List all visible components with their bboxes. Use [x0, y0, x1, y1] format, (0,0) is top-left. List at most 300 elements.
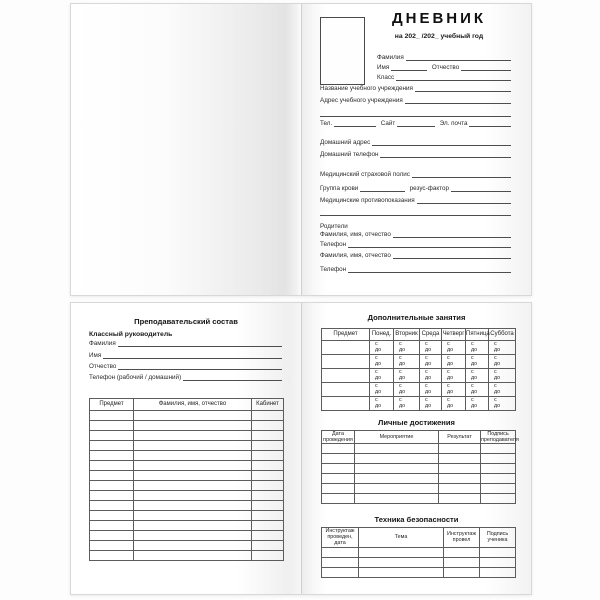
safety-title: Техника безопасности: [374, 515, 459, 524]
empty-cell: [481, 474, 516, 484]
field-label: Домашний адрес: [320, 138, 371, 146]
time-cell: [420, 382, 442, 396]
empty-cell: [439, 474, 481, 484]
empty-cell: [480, 557, 516, 567]
empty-cell: [355, 464, 439, 474]
empty-cell: [322, 464, 355, 474]
empty-cell: [134, 541, 252, 551]
empty-cell: [252, 481, 284, 491]
to-label: до: [375, 361, 382, 368]
empty-cell: [322, 444, 355, 454]
table-row: [322, 557, 516, 567]
from-label: с: [494, 368, 497, 375]
table-row: [322, 396, 516, 410]
to-label: до: [425, 375, 432, 382]
blank-line: [469, 126, 511, 127]
to-label: до: [425, 403, 432, 410]
field-label: Фамилия, имя, отчество: [320, 230, 391, 238]
diary-spread-bottom: [70, 302, 532, 595]
from-label: с: [447, 368, 450, 375]
column-header-saturday: Суббота: [489, 329, 516, 341]
column-header-event: Мероприятие: [355, 431, 439, 444]
empty-cell: [322, 547, 359, 557]
table-header-row: [322, 431, 516, 444]
table-row: [322, 494, 516, 504]
field-parent2-phone: [320, 263, 511, 273]
blank-line: [397, 126, 434, 127]
empty-cell: [134, 531, 252, 541]
from-label: с: [471, 382, 474, 389]
empty-cell: [355, 454, 439, 464]
table-row: [322, 354, 516, 368]
from-label: с: [447, 341, 450, 347]
empty-cell: [134, 431, 252, 441]
empty-cell: [481, 454, 516, 464]
column-header-tuesday: Вторник: [394, 329, 420, 341]
field-label: Адрес учебного учреждения: [320, 96, 403, 104]
empty-cell: [252, 451, 284, 461]
empty-cell: [252, 511, 284, 521]
table-row: [90, 541, 284, 551]
from-label: с: [494, 382, 497, 389]
empty-cell: [252, 431, 284, 441]
column-header-room: Кабинет: [252, 399, 284, 411]
empty-cell: [322, 474, 355, 484]
time-cell: [370, 396, 394, 410]
from-label: с: [494, 341, 497, 347]
empty-cell: [359, 557, 444, 567]
column-header-result: Результат: [439, 431, 481, 444]
empty-cell: [322, 567, 359, 577]
table-row: [322, 444, 516, 454]
table-row: [322, 368, 516, 382]
to-label: до: [447, 347, 454, 354]
field-label: Фамилия: [377, 53, 404, 61]
time-cell: [420, 396, 442, 410]
time-cell: [442, 354, 466, 368]
table-header-row: [322, 528, 516, 548]
to-label: до: [447, 389, 454, 396]
field-insurance: [320, 168, 511, 178]
empty-cell: [90, 501, 134, 511]
table-header-row: [322, 329, 516, 341]
empty-cell: [439, 454, 481, 464]
empty-cell: [134, 501, 252, 511]
field-parent1-phone: [320, 238, 511, 248]
time-cell: [394, 396, 420, 410]
blank-line: [118, 369, 282, 370]
table-row: [90, 461, 284, 471]
empty-cell: [322, 354, 370, 368]
from-label: с: [375, 396, 378, 403]
empty-cell: [481, 444, 516, 454]
to-label: до: [425, 347, 432, 354]
blank-line: [412, 177, 511, 178]
to-label: до: [494, 389, 501, 396]
empty-cell: [439, 444, 481, 454]
time-cell: [394, 382, 420, 396]
blank-line: [334, 126, 376, 127]
field-label: Имя: [89, 351, 102, 359]
to-label: до: [399, 389, 406, 396]
from-label: с: [375, 368, 378, 375]
time-cell: [466, 368, 489, 382]
field-label: резус-фактор: [409, 184, 450, 192]
diary-subtitle: на 202_ /202_ учебный год: [394, 33, 484, 40]
table-row: [90, 521, 284, 531]
empty-cell: [252, 531, 284, 541]
field-label: Отчество: [89, 362, 117, 370]
empty-cell: [90, 421, 134, 431]
teachers-page-title: Преподавательский состав: [134, 317, 238, 326]
empty-cell: [444, 557, 480, 567]
empty-cell: [90, 411, 134, 421]
empty-cell: [134, 491, 252, 501]
field-contraindications: [320, 194, 511, 204]
table-row: [90, 451, 284, 461]
to-label: до: [494, 375, 501, 382]
to-label: до: [494, 347, 501, 354]
from-label: с: [399, 354, 402, 361]
blank-line: [348, 247, 511, 248]
diary-title: ДНЕВНИК: [391, 10, 487, 27]
to-label: до: [471, 347, 478, 354]
to-label: до: [399, 361, 406, 368]
from-label: с: [447, 354, 450, 361]
teachers-page: [71, 303, 301, 594]
time-cell: [420, 368, 442, 382]
table-row: [90, 421, 284, 431]
empty-cell: [322, 484, 355, 494]
time-cell: [442, 368, 466, 382]
empty-cell: [252, 421, 284, 431]
table-row: [90, 471, 284, 481]
field-label: Отчество: [431, 63, 460, 71]
from-label: с: [471, 354, 474, 361]
table-row: [90, 531, 284, 541]
field-label: Телефон: [320, 240, 347, 248]
empty-cell: [252, 461, 284, 471]
column-header-date: Дата проведения: [323, 431, 353, 444]
from-label: с: [399, 396, 402, 403]
from-label: с: [425, 354, 428, 361]
table-row: [90, 431, 284, 441]
empty-cell: [134, 451, 252, 461]
field-label: Класс: [377, 73, 395, 81]
from-label: с: [425, 382, 428, 389]
empty-cell: [481, 464, 516, 474]
table-row: [322, 547, 516, 557]
table-row: [90, 511, 284, 521]
empty-cell: [355, 484, 439, 494]
from-label: с: [494, 354, 497, 361]
field-parent2-fio: [320, 249, 511, 259]
field-label: Медицинские противопоказания: [320, 196, 415, 204]
time-cell: [420, 341, 442, 355]
column-header-topic: Тема: [359, 528, 444, 548]
time-cell: [489, 368, 516, 382]
to-label: до: [471, 361, 478, 368]
empty-cell: [134, 421, 252, 431]
column-header-briefing-by: Инструктаж провел: [444, 528, 480, 548]
empty-cell: [134, 461, 252, 471]
from-label: с: [399, 341, 402, 347]
time-cell: [442, 382, 466, 396]
from-label: с: [447, 382, 450, 389]
time-cell: [394, 354, 420, 368]
empty-cell: [355, 474, 439, 484]
to-label: до: [447, 403, 454, 410]
from-label: с: [425, 368, 428, 375]
from-label: с: [425, 396, 428, 403]
activities-page: [301, 303, 531, 594]
field-school-name: [320, 82, 511, 92]
table-row: [90, 441, 284, 451]
column-header-wednesday: Среда: [420, 329, 442, 341]
from-label: с: [447, 396, 450, 403]
blank-line: [348, 272, 511, 273]
extra-classes-table: [321, 328, 516, 411]
safety-table: [321, 527, 516, 578]
from-label: с: [399, 382, 402, 389]
empty-cell: [444, 547, 480, 557]
empty-cell: [355, 444, 439, 454]
blank-line: [417, 203, 511, 204]
column-header-friday: Пятница: [466, 329, 489, 341]
empty-cell: [90, 431, 134, 441]
field-label: Сайт: [380, 119, 396, 127]
blank-line: [380, 157, 511, 158]
from-label: с: [471, 368, 474, 375]
field-teacher-name: [89, 349, 282, 359]
field-label: Телефон (рабочий / домашний): [89, 373, 182, 381]
table-row: [322, 454, 516, 464]
time-cell: [466, 354, 489, 368]
field-label: Название учебного учреждения: [320, 84, 413, 92]
column-header-thursday: Четверг: [442, 329, 466, 341]
empty-cell: [90, 491, 134, 501]
empty-cell: [90, 511, 134, 521]
blank-line: [372, 145, 511, 146]
to-label: до: [399, 403, 406, 410]
from-label: с: [471, 341, 474, 347]
column-header-monday: Понед.: [370, 329, 394, 341]
blank-line: [393, 258, 511, 259]
time-cell: [489, 396, 516, 410]
empty-cell: [359, 547, 444, 557]
extra-classes-title: Дополнительные занятия: [367, 313, 466, 322]
time-cell: [370, 368, 394, 382]
empty-cell: [439, 484, 481, 494]
table-row: [90, 411, 284, 421]
empty-cell: [252, 471, 284, 481]
time-cell: [466, 396, 489, 410]
column-header-subject: Предмет: [90, 399, 134, 411]
from-label: с: [375, 354, 378, 361]
blank-line: [183, 380, 282, 381]
empty-cell: [322, 557, 359, 567]
diary-spread-top: [70, 3, 532, 296]
time-cell: [489, 341, 516, 355]
empty-cell: [90, 461, 134, 471]
empty-cell: [134, 411, 252, 421]
empty-cell: [252, 521, 284, 531]
to-label: до: [447, 361, 454, 368]
empty-cell: [252, 541, 284, 551]
time-cell: [420, 354, 442, 368]
empty-cell: [322, 368, 370, 382]
field-school-address: [320, 94, 511, 104]
table-row: [322, 567, 516, 577]
blank-line: [405, 103, 511, 104]
to-label: до: [375, 389, 382, 396]
table-row: [322, 464, 516, 474]
photo-placeholder-box: [320, 17, 365, 85]
field-home-address: [320, 136, 511, 146]
field-label: Домашний телефон: [320, 150, 379, 158]
empty-cell: [90, 451, 134, 461]
field-contraindications-line2: [320, 206, 511, 216]
from-label: с: [399, 368, 402, 375]
empty-cell: [134, 441, 252, 451]
blank-line: [415, 91, 511, 92]
field-label: Фамилия: [89, 339, 116, 347]
to-label: до: [399, 375, 406, 382]
table-row: [90, 501, 284, 511]
field-teacher-patronymic: [89, 360, 282, 370]
blank-left-page: [71, 4, 301, 295]
to-label: до: [375, 403, 382, 410]
table-row: [90, 491, 284, 501]
field-label: Телефон: [320, 265, 347, 273]
table-row: [90, 551, 284, 561]
to-label: до: [425, 361, 432, 368]
from-label: с: [494, 396, 497, 403]
cover-info-page: [301, 4, 531, 295]
from-label: с: [425, 341, 428, 347]
blank-line: [396, 80, 511, 81]
field-label: Группа крови: [320, 184, 359, 192]
field-label: Имя: [377, 63, 390, 71]
from-label: с: [471, 396, 474, 403]
teachers-table: [89, 398, 284, 561]
empty-cell: [252, 441, 284, 451]
column-header-subject: Предмет: [322, 329, 370, 341]
field-class: [377, 71, 511, 81]
to-label: до: [471, 389, 478, 396]
achievements-table: [321, 430, 519, 504]
empty-cell: [322, 341, 370, 355]
empty-cell: [322, 382, 370, 396]
time-cell: [370, 382, 394, 396]
empty-cell: [134, 511, 252, 521]
empty-cell: [134, 471, 252, 481]
empty-cell: [444, 567, 480, 577]
empty-cell: [481, 484, 516, 494]
time-cell: [442, 341, 466, 355]
field-label: Медицинский страховой полис: [320, 170, 410, 178]
to-label: до: [494, 361, 501, 368]
to-label: до: [399, 347, 406, 354]
blank-line: [360, 191, 404, 192]
empty-cell: [90, 551, 134, 561]
column-header-briefing-date: Инструктаж проведен, дата: [322, 528, 359, 548]
blank-line: [320, 215, 511, 216]
time-cell: [442, 396, 466, 410]
time-cell: [466, 341, 489, 355]
empty-cell: [439, 464, 481, 474]
field-surname: [377, 51, 511, 61]
empty-cell: [252, 501, 284, 511]
to-label: до: [447, 375, 454, 382]
blank-line: [451, 191, 511, 192]
to-label: до: [494, 403, 501, 410]
field-label: Фамилия, имя, отчество: [320, 251, 391, 259]
empty-cell: [359, 567, 444, 577]
empty-cell: [480, 547, 516, 557]
empty-cell: [90, 541, 134, 551]
blank-line: [118, 346, 282, 347]
achievements-title: Личные достижения: [378, 418, 455, 427]
empty-cell: [480, 567, 516, 577]
table-row: [322, 382, 516, 396]
time-cell: [466, 382, 489, 396]
parents-heading: Родители: [320, 223, 348, 230]
empty-cell: [90, 481, 134, 491]
empty-cell: [355, 494, 439, 504]
table-header-row: [90, 399, 284, 411]
empty-cell: [322, 454, 355, 464]
table-row: [322, 484, 516, 494]
empty-cell: [439, 494, 481, 504]
time-cell: [394, 368, 420, 382]
blank-line: [103, 358, 282, 359]
empty-cell: [322, 494, 355, 504]
empty-cell: [252, 491, 284, 501]
time-cell: [394, 341, 420, 355]
field-label: Тел.: [320, 119, 333, 127]
field-name-patronymic: [377, 61, 511, 71]
empty-cell: [481, 494, 516, 504]
class-teacher-heading: Классный руководитель: [89, 331, 173, 338]
empty-cell: [134, 521, 252, 531]
field-blood-group-rh: [320, 182, 511, 192]
field-parent1-fio: [320, 228, 511, 238]
empty-cell: [252, 411, 284, 421]
time-cell: [489, 382, 516, 396]
empty-cell: [134, 481, 252, 491]
field-home-phone: [320, 148, 511, 158]
to-label: до: [375, 347, 382, 354]
table-row: [322, 474, 516, 484]
time-cell: [370, 341, 394, 355]
table-row: [90, 481, 284, 491]
empty-cell: [134, 551, 252, 561]
empty-cell: [322, 396, 370, 410]
table-row: [322, 341, 516, 355]
field-label: Эл. почта: [439, 119, 468, 127]
empty-cell: [90, 441, 134, 451]
field-teacher-phone: [89, 371, 282, 381]
field-tel-site-email: [320, 117, 511, 127]
empty-cell: [90, 531, 134, 541]
column-header-student-signature: Подпись ученика: [480, 528, 516, 548]
to-label: до: [375, 375, 382, 382]
to-label: до: [425, 389, 432, 396]
empty-cell: [252, 551, 284, 561]
empty-cell: [90, 471, 134, 481]
column-header-teacher-signature: Подпись преподавателя: [481, 431, 519, 444]
